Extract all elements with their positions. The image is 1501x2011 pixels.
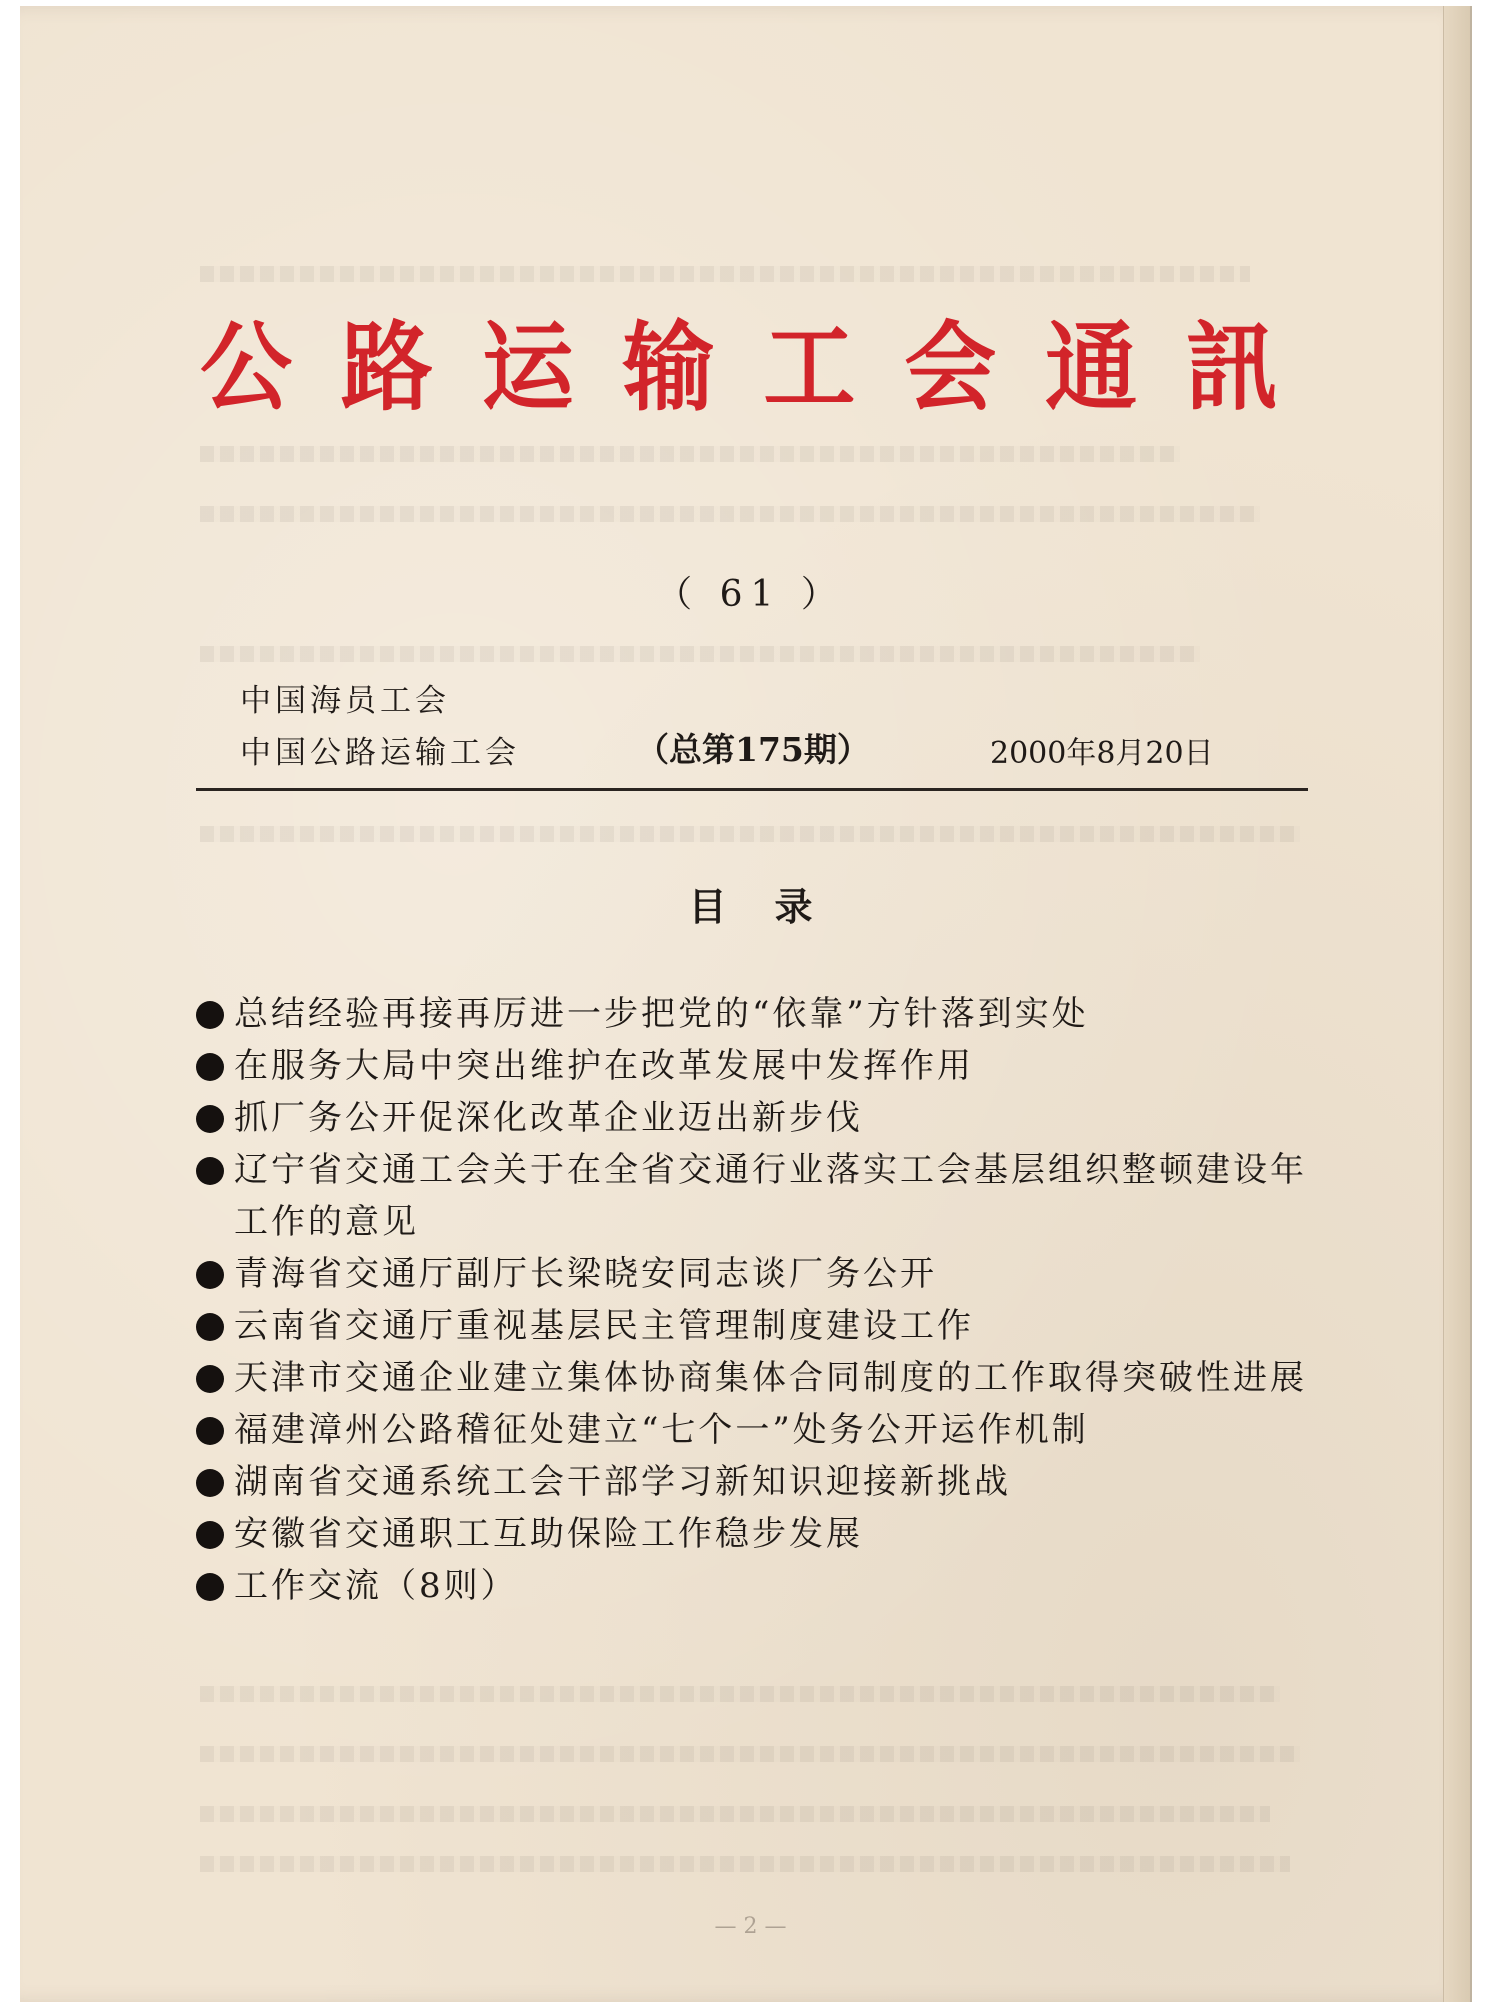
bleed-through-texture	[200, 646, 1200, 662]
toc-item	[196, 1560, 1326, 1612]
toc-item-text: 湖南省交通系统工会干部学习新知识迎接新挑战	[234, 1462, 1011, 1502]
bleed-through-texture	[200, 1856, 1290, 1872]
toc-item	[196, 1508, 1326, 1560]
toc-item	[196, 1040, 1326, 1092]
bleed-through-texture	[200, 446, 1180, 462]
bullet-icon	[196, 1573, 224, 1601]
bullet-icon	[196, 1001, 224, 1029]
toc-item-text: 总结经验再接再厉进一步把党的“依靠”方针落到实处	[234, 994, 1089, 1034]
cumulative-issue-number: （总第175期）	[636, 730, 870, 769]
toc-item-text: 安徽省交通职工互助保险工作稳步发展	[234, 1514, 863, 1554]
toc-item	[196, 1144, 1326, 1248]
bullet-icon	[196, 1261, 224, 1289]
toc-item	[196, 988, 1326, 1040]
masthead-char: 运	[481, 311, 576, 425]
bleed-through-texture	[200, 1806, 1270, 1822]
toc-item	[196, 1092, 1326, 1144]
toc-item-text: 在服务大局中突出维护在改革发展中发挥作用	[234, 1046, 974, 1086]
bullet-icon	[196, 1521, 224, 1549]
bleed-through-texture	[200, 506, 1260, 522]
bleed-through-texture	[200, 1686, 1280, 1702]
bullet-icon	[196, 1105, 224, 1133]
toc-item-text: 天津市交通企业建立集体协商集体合同制度的工作取得突破性进展	[234, 1358, 1307, 1398]
toc-item	[196, 1352, 1326, 1404]
toc-item-text: 工作交流（8则）	[234, 1566, 518, 1606]
publisher-road-transport-union: 中国公路运输工会	[240, 735, 520, 771]
toc-item	[196, 1404, 1326, 1456]
toc-item-text: 云南省交通厅重视基层民主管理制度建设工作	[234, 1306, 974, 1346]
masthead-char: 公	[200, 311, 295, 425]
toc-heading: 目录	[688, 884, 861, 929]
bullet-icon	[196, 1469, 224, 1497]
publication-date: 2000年8月20日	[990, 736, 1214, 771]
bullet-icon	[196, 1053, 224, 1081]
bleed-through-texture	[200, 266, 1250, 282]
bullet-icon	[196, 1365, 224, 1393]
toc-item	[196, 1248, 1326, 1300]
toc-item-text: 青海省交通厅副厅长梁晓安同志谈厂务公开	[234, 1254, 937, 1294]
masthead-char: 路	[340, 311, 435, 425]
masthead-char: 工	[763, 311, 858, 425]
newsletter-masthead	[200, 290, 1280, 430]
bullet-icon	[196, 1313, 224, 1341]
toc-item-text: 辽宁省交通工会关于在全省交通行业落实工会基层组织整顿建设年工作的意见	[234, 1150, 1307, 1242]
masthead-char: 会	[904, 311, 999, 425]
bleed-through-texture	[200, 1746, 1300, 1762]
bullet-icon	[196, 1157, 224, 1185]
page-number: — 2 —	[714, 1914, 787, 1939]
page-spine	[1443, 6, 1470, 2002]
toc-item-text: 福建漳州公路稽征处建立“七个一”处务公开运作机制	[234, 1410, 1089, 1450]
toc-item-text: 抓厂务公开促深化改革企业迈出新步伐	[234, 1098, 863, 1138]
bullet-icon	[196, 1417, 224, 1445]
bleed-through-texture	[200, 826, 1300, 842]
header-divider	[196, 788, 1308, 791]
masthead-char: 通	[1045, 311, 1140, 425]
masthead-char: 输	[622, 311, 717, 425]
table-of-contents	[196, 988, 1326, 1612]
issue-number: （ 61 ）	[656, 574, 845, 615]
toc-item	[196, 1456, 1326, 1508]
publisher-seafarers-union: 中国海员工会	[240, 683, 450, 719]
masthead-char: 訊	[1185, 311, 1280, 425]
toc-item	[196, 1300, 1326, 1352]
